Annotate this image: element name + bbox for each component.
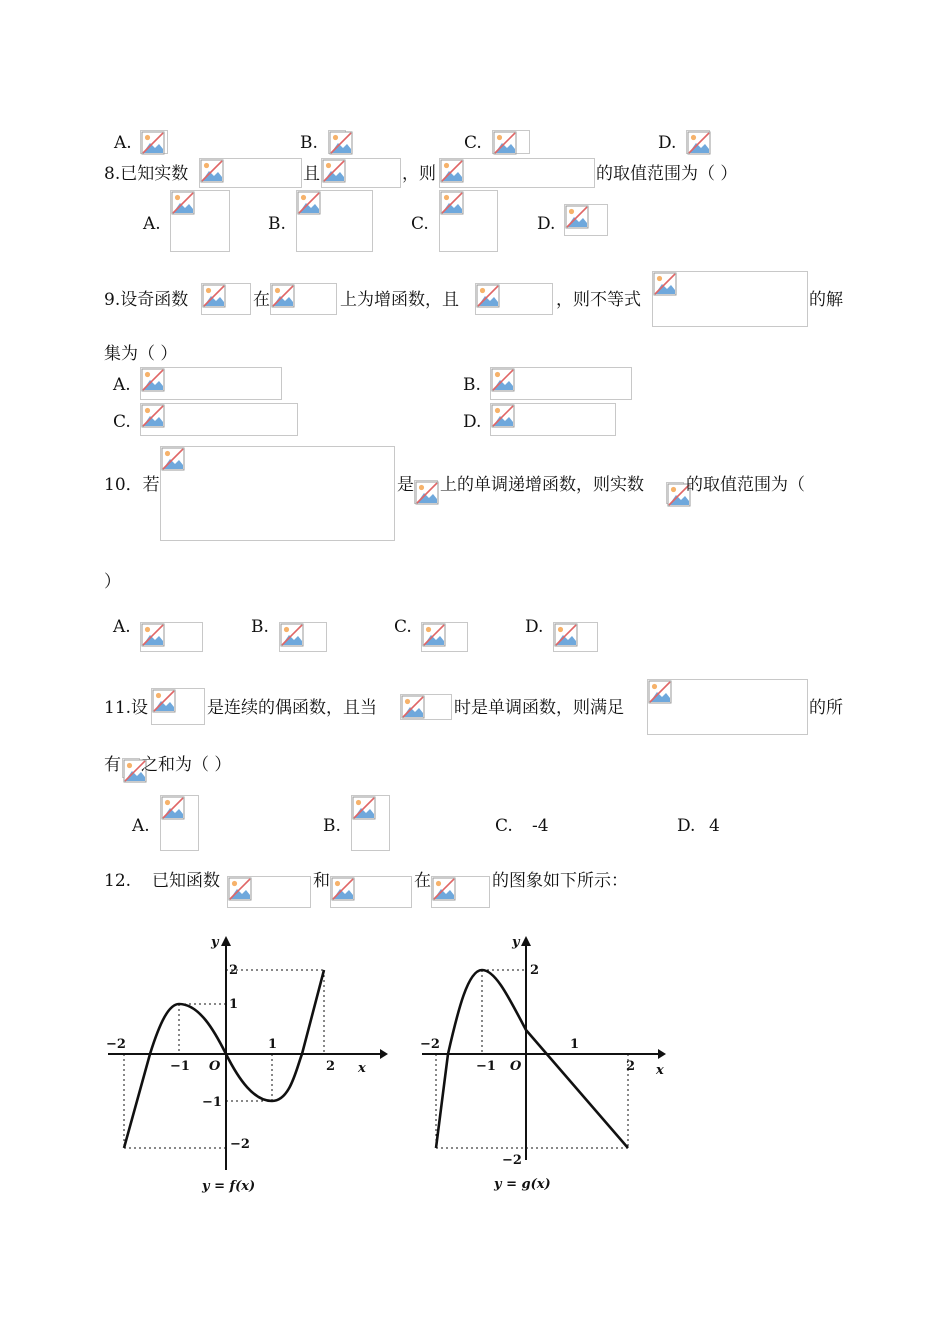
q9-formula-1 bbox=[201, 283, 251, 315]
q11-option-a-image bbox=[160, 795, 199, 851]
image-placeholder-icon bbox=[200, 159, 224, 183]
image-placeholder-icon bbox=[141, 623, 165, 647]
q12-prefix: 12. bbox=[104, 871, 132, 891]
g-caption: y = g(x) bbox=[494, 1177, 551, 1192]
q8-option-c-image bbox=[439, 190, 498, 252]
q7-option-d-image bbox=[686, 130, 710, 154]
q10-option-c-image bbox=[421, 622, 468, 652]
q10-option-a-image bbox=[140, 622, 203, 652]
q8-then: ，则 bbox=[402, 164, 436, 184]
guide-lines bbox=[436, 970, 628, 1148]
q9-option-b-label: B. bbox=[463, 375, 481, 395]
q10-suffix: 的取值范围为（ bbox=[686, 475, 805, 495]
g-label-yneg2: −2 bbox=[502, 1153, 522, 1168]
q10-is: 是 bbox=[397, 475, 414, 495]
q10-formula-3 bbox=[666, 482, 684, 504]
image-placeholder-icon bbox=[440, 159, 464, 183]
q10-mid: 上的单调递增函数，则实数 bbox=[440, 475, 644, 495]
image-placeholder-icon bbox=[352, 796, 376, 820]
q9-option-a-image bbox=[140, 367, 282, 400]
q8-option-d-image bbox=[564, 204, 608, 236]
q10-formula-2 bbox=[414, 480, 438, 504]
q12-text1: 已知函数 bbox=[152, 871, 220, 891]
q9-option-c-image bbox=[140, 403, 298, 436]
q8-suffix: 的取值范围为（ ） bbox=[596, 164, 738, 184]
q9-increasing: 上为增函数，且 bbox=[340, 290, 459, 310]
image-placeholder-icon bbox=[280, 623, 304, 647]
image-placeholder-icon bbox=[322, 159, 346, 183]
q8-option-a-label: A. bbox=[143, 214, 161, 234]
q11-option-b-image bbox=[351, 795, 390, 851]
g-label-one: 1 bbox=[570, 1037, 580, 1052]
guide-lines bbox=[124, 970, 324, 1148]
image-placeholder-icon bbox=[476, 284, 500, 308]
image-placeholder-icon bbox=[440, 191, 464, 215]
image-placeholder-icon bbox=[331, 877, 355, 901]
q7-option-c-image bbox=[492, 130, 530, 154]
q9-formula-4 bbox=[652, 271, 808, 327]
q11-prefix: 11.设 bbox=[104, 698, 149, 718]
q12-suffix: 的图象如下所示： bbox=[492, 871, 628, 891]
f-label-one: 1 bbox=[268, 1037, 278, 1052]
q10-close: ） bbox=[104, 572, 121, 592]
q8-prefix: 8.已知实数 bbox=[104, 164, 189, 184]
q12-formula-3 bbox=[431, 876, 490, 908]
q11-formula-2 bbox=[400, 694, 452, 720]
f-label-origin: O bbox=[209, 1059, 221, 1074]
q11-formula-3 bbox=[647, 679, 808, 735]
g-label-neg2: −2 bbox=[420, 1037, 440, 1052]
q8-formula-2 bbox=[321, 158, 401, 188]
x-axis-arrow bbox=[658, 1049, 666, 1059]
q10-formula-1 bbox=[160, 446, 395, 541]
image-placeholder-icon bbox=[432, 877, 456, 901]
image-placeholder-icon bbox=[565, 205, 589, 229]
q11-option-c-value: -4 bbox=[532, 816, 549, 836]
image-placeholder-icon bbox=[415, 481, 439, 505]
f-caption: y = f(x) bbox=[202, 1179, 256, 1194]
q9-prefix: 9.设奇函数 bbox=[104, 290, 189, 310]
q7-option-b-label: B. bbox=[300, 133, 318, 153]
g-label-origin: O bbox=[510, 1059, 522, 1074]
image-placeholder-icon bbox=[648, 680, 672, 704]
g-label-neg1: −1 bbox=[476, 1059, 496, 1074]
image-placeholder-icon bbox=[141, 404, 165, 428]
q11-option-c-label: C. bbox=[495, 816, 513, 836]
image-placeholder-icon bbox=[554, 623, 578, 647]
y-axis-arrow bbox=[221, 936, 231, 946]
q9-option-d-image bbox=[490, 403, 616, 436]
image-placeholder-icon bbox=[401, 695, 425, 719]
image-placeholder-icon bbox=[493, 131, 517, 155]
q8-option-b-image bbox=[296, 190, 373, 252]
image-placeholder-icon bbox=[297, 191, 321, 215]
q8-option-b-label: B. bbox=[268, 214, 286, 234]
q10-option-b-image bbox=[279, 622, 327, 652]
g-curve bbox=[436, 970, 628, 1148]
q9-suffix: 的解 bbox=[809, 290, 843, 310]
q9-formula-2 bbox=[270, 283, 337, 315]
q8-option-a-image bbox=[170, 190, 230, 252]
f-label-neg2: −2 bbox=[106, 1037, 126, 1052]
q11-suffix: 的所 bbox=[809, 698, 843, 718]
f-curve bbox=[124, 970, 324, 1148]
q12-formula-2 bbox=[330, 876, 412, 908]
q11-formula-4 bbox=[122, 758, 140, 778]
image-placeholder-icon bbox=[161, 796, 185, 820]
f-label-two: 2 bbox=[326, 1059, 336, 1074]
q9-option-c-label: C. bbox=[113, 412, 131, 432]
q11-option-b-label: B. bbox=[323, 816, 341, 836]
image-placeholder-icon bbox=[228, 877, 252, 901]
y-axis-arrow bbox=[521, 936, 531, 946]
image-placeholder-icon bbox=[329, 131, 353, 155]
image-placeholder-icon bbox=[687, 131, 711, 155]
q12-formula-1 bbox=[227, 876, 311, 908]
f-label-yneg2: −2 bbox=[230, 1137, 250, 1152]
g-label-y2: 2 bbox=[530, 963, 540, 978]
q8-and: 且 bbox=[303, 164, 320, 184]
q9-formula-3 bbox=[475, 283, 553, 315]
g-label-y: y bbox=[512, 935, 520, 950]
f-label-neg1: −1 bbox=[170, 1059, 190, 1074]
q7-option-a-label: A. bbox=[114, 133, 132, 153]
image-placeholder-icon bbox=[202, 284, 226, 308]
f-label-x: x bbox=[358, 1061, 366, 1076]
f-label-yneg1: −1 bbox=[202, 1095, 222, 1110]
q8-formula-3 bbox=[439, 158, 595, 188]
q9-line2: 集为（ ） bbox=[104, 344, 178, 364]
image-placeholder-icon bbox=[653, 272, 677, 296]
graph-f bbox=[104, 930, 394, 1205]
q10-option-c-label: C. bbox=[394, 617, 412, 637]
q9-option-d-label: D. bbox=[463, 412, 482, 432]
q10-option-d-label: D. bbox=[525, 617, 544, 637]
q11-formula-1 bbox=[151, 688, 205, 725]
f-label-y: y bbox=[211, 935, 219, 950]
q11-mid: 是连续的偶函数，且当 bbox=[207, 698, 377, 718]
q11-option-d-label: D. bbox=[677, 816, 696, 836]
image-placeholder-icon bbox=[171, 191, 195, 215]
q7-option-d-label: D. bbox=[658, 133, 677, 153]
q11-line2-a: 有 bbox=[104, 755, 121, 775]
q9-at: 在 bbox=[253, 290, 270, 310]
q8-formula-1 bbox=[199, 158, 302, 188]
q8-option-d-label: D. bbox=[537, 214, 556, 234]
image-placeholder-icon bbox=[161, 447, 185, 471]
image-placeholder-icon bbox=[422, 623, 446, 647]
image-placeholder-icon bbox=[141, 131, 165, 155]
image-placeholder-icon bbox=[141, 368, 165, 392]
q10-prefix: 10．若 bbox=[104, 475, 160, 495]
f-label-y1: 1 bbox=[229, 997, 239, 1012]
g-label-x: x bbox=[656, 1063, 664, 1078]
q9-option-b-image bbox=[490, 367, 632, 400]
q10-option-b-label: B. bbox=[251, 617, 269, 637]
f-label-y2: 2 bbox=[229, 963, 239, 978]
image-placeholder-icon bbox=[491, 404, 515, 428]
q11-mid2: 时是单调函数，则满足 bbox=[454, 698, 624, 718]
g-label-two: 2 bbox=[626, 1059, 636, 1074]
q10-option-d-image bbox=[553, 622, 598, 652]
q7-option-c-label: C. bbox=[464, 133, 482, 153]
q10-option-a-label: A. bbox=[113, 617, 131, 637]
graph-g bbox=[418, 930, 678, 1205]
image-placeholder-icon bbox=[491, 368, 515, 392]
q8-option-c-label: C. bbox=[411, 214, 429, 234]
q12-and: 和 bbox=[313, 871, 330, 891]
image-placeholder-icon bbox=[152, 689, 176, 713]
q9-option-a-label: A. bbox=[113, 375, 131, 395]
q9-then: ，则不等式 bbox=[556, 290, 641, 310]
q11-line2-b: 之和为（ ） bbox=[141, 755, 232, 775]
x-axis-arrow bbox=[380, 1049, 388, 1059]
q7-option-b-image bbox=[328, 130, 346, 154]
q11-option-a-label: A. bbox=[132, 816, 150, 836]
q12-at: 在 bbox=[414, 871, 431, 891]
q11-option-d-value: 4 bbox=[709, 816, 720, 836]
q7-option-a-image bbox=[140, 130, 168, 154]
image-placeholder-icon bbox=[271, 284, 295, 308]
